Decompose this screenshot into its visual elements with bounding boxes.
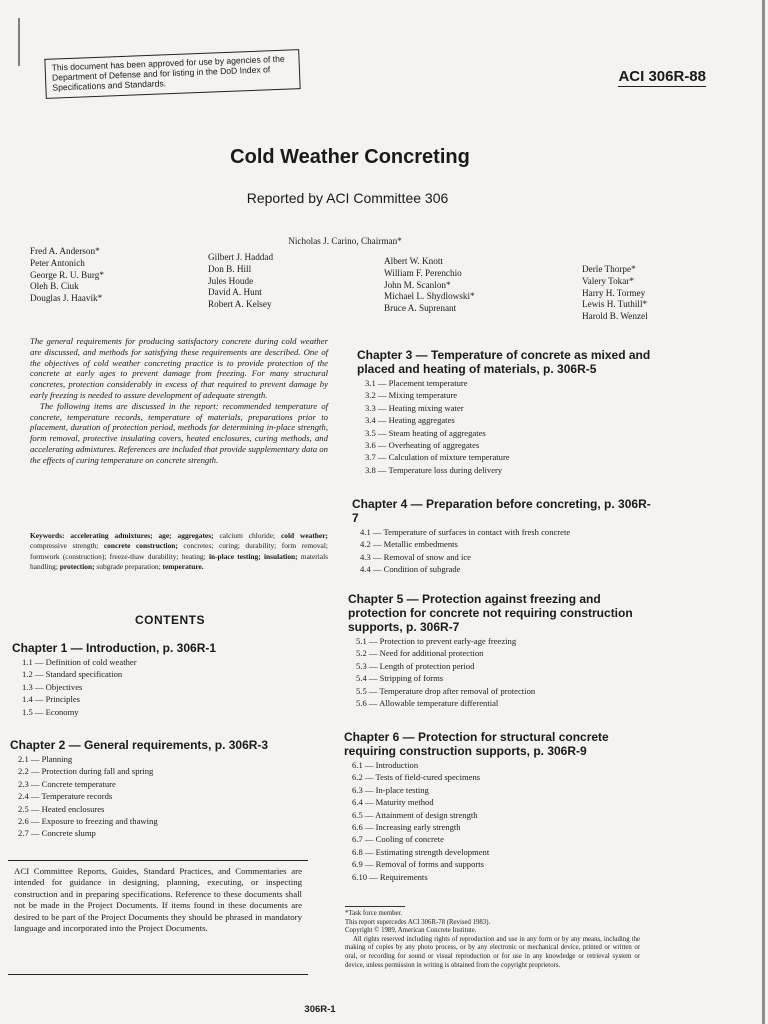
section-item: 5.1 — Protection to prevent early-age freezing (356, 636, 517, 646)
member-name: Michael L. Shydlowski* (384, 291, 475, 302)
chapter-sections (360, 526, 652, 576)
document-number: ACI 306R-88 (618, 68, 706, 85)
section-item: 1.2 — Standard specification (22, 669, 123, 680)
member-name: Harold B. Wenzel (582, 311, 648, 322)
section-item: 3.6 — Overheating of aggregates (365, 440, 480, 451)
section-item: 4.3 — Removal of snow and ice (360, 551, 471, 562)
member-name: Gilbert J. Haddad (208, 252, 274, 262)
member-column-2 (208, 252, 273, 311)
abstract-paragraph: The following items are discussed in the report: recommended temperature of concrete, temperature records, temperature of materials, preparations prior to placement, duration of protection period, methods for determining in-place strength, form removal, protective insulating covers, heated enclosures, curing methods, and accelerating admixtures. References are included that provide supplementary data on the effects of curing temperature on concrete strength. (30, 400, 328, 465)
section-item: 3.5 — Steam heating of aggregates (365, 427, 486, 438)
section-item: 5.5 — Temperature drop after removal of protection (356, 685, 536, 696)
section-item: 2.3 — Concrete temperature (18, 778, 116, 789)
chapter-title: Chapter 3 — Temperature of concrete as mixed and placed and heating of materials, p. 306R-5 (357, 348, 651, 376)
committee-chairman: Nicholas J. Carino, Chairman* (288, 236, 402, 246)
section-item: 1.4 — Principles (22, 694, 81, 705)
keyword: temperature. (162, 562, 204, 572)
section-item: 2.1 — Planning (18, 754, 73, 764)
chapter-sections (18, 753, 330, 840)
member-name: John M. Scanlon* (384, 279, 451, 290)
member-name: Fred A. Anderson* (30, 246, 100, 256)
footnote: This report supercedes ACI 306R-78 (Revised 1983). (345, 918, 491, 926)
member-name: Oleh B. Ciuk (30, 281, 79, 292)
chapter-3 (357, 348, 657, 476)
keyword: concrete construction; (103, 541, 178, 551)
keyword: insulation; (263, 551, 298, 561)
footnote: *Task force member. (345, 910, 403, 917)
section-item: 6.9 — Removal of forms and supports (352, 859, 484, 870)
member-name: George R. U. Burg* (30, 269, 104, 280)
member-name: Peter Antonich (30, 257, 85, 268)
chapter-sections (22, 656, 332, 718)
contents-heading: CONTENTS (135, 613, 205, 627)
section-item: 2.2 — Protection during fall and spring (18, 766, 154, 777)
keyword: cold weather; (280, 531, 328, 540)
keyword: freeze-thaw durability; (109, 551, 179, 561)
chapter-sections (365, 377, 657, 476)
section-item: 3.7 — Calculation of mixture temperature (365, 452, 510, 463)
section-item: 2.7 — Concrete slump (18, 828, 96, 839)
chapter-sections (352, 759, 644, 883)
keyword: curing; (218, 541, 240, 551)
section-item: 1.1 — Definition of cold weather (22, 657, 137, 667)
member-name: Douglas J. Haavik* (30, 293, 103, 304)
keyword: compressive strength; (30, 541, 99, 551)
section-item: 6.10 — Requirements (352, 871, 428, 882)
member-column-4 (582, 264, 648, 323)
section-item: 5.3 — Length of protection period (356, 660, 475, 671)
keyword-list (30, 531, 328, 571)
section-item: 2.5 — Heated enclosures (18, 803, 105, 814)
keyword: aggregates; (177, 531, 214, 540)
scan-artifact (18, 18, 26, 66)
section-item: 4.4 — Condition of subgrade (360, 564, 461, 575)
keyword: accelerating admixtures; (70, 531, 153, 540)
chapter-6 (344, 730, 644, 883)
keyword: materials handling; (30, 551, 328, 572)
keyword: durability; (245, 541, 277, 551)
section-item: 1.3 — Objectives (22, 681, 83, 692)
footnotes (345, 906, 640, 970)
member-name: Bruce A. Suprenant (384, 303, 457, 314)
footnote: All rights reserved including rights of reproduction and use in any form or by any means, including the making of copies by any photo process, or by any electronic or mechanical device, printed or written or oral, or recording for sound or visual reproduction or for use in any knowledge or retrieval system or device, unless permission in writing is obtained from the copyright proprietors. (345, 935, 640, 969)
member-name: Robert A. Kelsey (208, 299, 272, 310)
scan-edge (762, 0, 765, 1024)
keywords-label: Keywords: (30, 531, 65, 540)
keyword: calcium chloride; (219, 531, 276, 540)
keyword: subgrade preparation; (96, 562, 161, 572)
keyword: concretes; (183, 541, 214, 551)
keywords (30, 531, 328, 573)
chapter-5 (348, 592, 648, 709)
member-name: Harry H. Tormey (582, 287, 646, 298)
member-name: Derle Thorpe* (582, 264, 636, 274)
section-item: 6.7 — Cooling of concrete (352, 834, 444, 845)
section-item: 6.6 — Increasing early strength (352, 822, 461, 833)
keyword: age; (158, 531, 172, 540)
keyword: heating; (181, 551, 206, 561)
keyword: form removal; (281, 541, 328, 551)
section-item: 4.1 — Temperature of surfaces in contact with fresh concrete (360, 527, 571, 537)
member-name: Jules Houde (208, 275, 254, 286)
keyword: protection; (59, 562, 95, 572)
chapter-title: Chapter 4 — Preparation before concreting, p. 306R-7 (352, 497, 651, 525)
section-item: 6.3 — In-place testing (352, 784, 429, 795)
member-column-3 (384, 256, 475, 315)
member-column-1 (30, 246, 104, 305)
member-name: Don B. Hill (208, 263, 252, 274)
section-item: 3.8 — Temperature loss during delivery (365, 464, 503, 475)
chapter-2 (10, 738, 330, 840)
member-name: Lewis H. Tuthill* (582, 299, 648, 310)
chapter-title: Chapter 5 — Protection against freezing and protection for concrete not requiring construction supports, p. 306R-7 (348, 592, 633, 634)
section-item: 6.1 — Introduction (352, 760, 419, 770)
chapter-title: Chapter 6 — Protection for structural concrete requiring construction supports, p. 306R-9 (344, 730, 609, 758)
abstract (30, 336, 328, 466)
section-item: 5.6 — Allowable temperature differential (356, 698, 499, 709)
section-item: 3.4 — Heating aggregates (365, 415, 455, 426)
document-subtitle: Reported by ACI Committee 306 (246, 190, 449, 206)
section-item: 2.4 — Temperature records (18, 791, 113, 802)
member-name: David A. Hunt (208, 287, 262, 298)
footnote: Copyright © 1989, American Concrete Institute. (345, 927, 477, 935)
member-name: Albert W. Knott (384, 256, 443, 266)
section-item: 1.5 — Economy (22, 706, 79, 717)
section-item: 3.2 — Mixing temperature (365, 390, 458, 401)
chapter-title: Chapter 2 — General requirements, p. 306R-3 (10, 738, 269, 752)
chapter-1 (12, 641, 332, 718)
abstract-paragraph: The general requirements for producing satisfactory concrete during cold weather are discussed, and methods for satisfying these requirements are described. One of the objectives of cold weather concreting practice is to provide protection of the concrete at early ages to prevent damage from freezing. For many structural concretes, protection considerably in excess of that required to prevent damage by early freezing is needed to assure development of adequate strength. (30, 336, 328, 400)
chapter-title: Chapter 1 — Introduction, p. 306R-1 (12, 641, 217, 655)
section-item: 6.4 — Maturity method (352, 797, 434, 808)
member-name: William F. Perenchio (384, 267, 462, 278)
keyword: in-place testing; (208, 551, 261, 561)
section-item: 5.2 — Need for additional protection (356, 648, 484, 659)
section-item: 6.8 — Estimating strength development (352, 846, 490, 857)
chapter-sections (356, 635, 648, 709)
footnote-rule (345, 906, 405, 907)
section-item: 6.2 — Tests of field-cured specimens (352, 772, 481, 783)
section-item: 4.2 — Metallic embedments (360, 539, 458, 550)
approval-notice: This document has been approved for use by agencies of the Department of Defense and for listing in the DoD Index of Specifications and Standards. (44, 49, 300, 99)
document-title: Cold Weather Concreting (230, 146, 470, 168)
section-item: 5.4 — Stripping of forms (356, 673, 444, 684)
guidance-notice: ACI Committee Reports, Guides, Standard Practices, and Commentaries are intended for guidance in designing, planning, executing, or inspecting construction and in preparing specifications. Reference to these documents shall not be made in the Project Documents. If items found in these documents are desired to be part of the Project Documents they should be phrased in mandatory language and incorporated into the Project Documents. (8, 860, 308, 975)
section-item: 2.6 — Exposure to freezing and thawing (18, 816, 158, 827)
section-item: 3.3 — Heating mixing water (365, 402, 464, 413)
section-item: 6.5 — Attainment of design strength (352, 809, 478, 820)
chapter-4 (352, 497, 652, 576)
page-number: 306R-1 (304, 1004, 336, 1015)
section-item: 3.1 — Placement temperature (365, 378, 468, 388)
member-name: Valery Tokar* (582, 275, 634, 286)
keyword: formwork (construction); (30, 551, 107, 561)
